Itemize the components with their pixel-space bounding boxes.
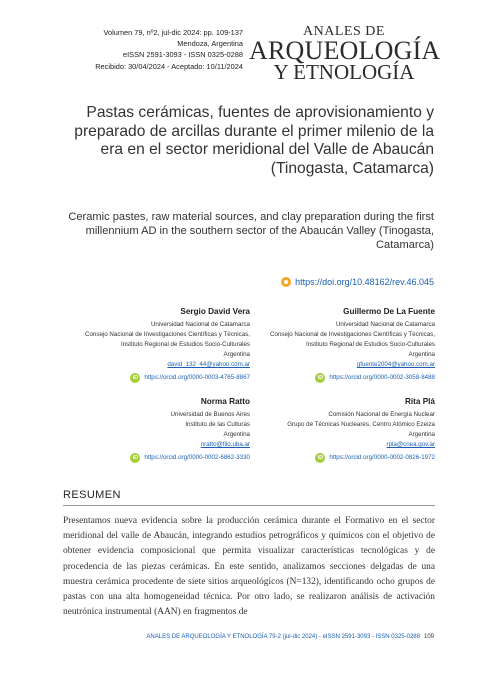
logo-line-3: Y ETNOLOGÍA	[273, 60, 415, 84]
orcid-link[interactable]	[250, 373, 435, 383]
doi-icon	[281, 277, 291, 287]
orcid-icon: iD	[315, 373, 325, 383]
orcid-link[interactable]	[65, 453, 250, 463]
doi-text[interactable]: https://doi.org/10.48162/rev.46.045	[295, 277, 434, 287]
author-country: Argentina	[408, 431, 435, 438]
author-name: Guillermo De La Fuente	[343, 307, 435, 316]
logo-line-1: ANALES DE	[303, 24, 385, 39]
page-number: 109	[423, 634, 434, 640]
orcid-url[interactable]: https://orcid.org/0000-0002-0826-1972	[329, 454, 435, 461]
author-affiliation: Universidad Nacional de Catamarca	[150, 321, 250, 328]
author-affiliation: Consejo Nacional de Investigaciones Científicas y Técnicas,	[270, 331, 435, 338]
author-email[interactable]: rpla@cnea.gov.ar	[386, 441, 435, 448]
volume-info: Volumen 79, nº2, jul-dic 2024: pp. 109-137	[103, 28, 243, 37]
dates-info: Recibido: 30/04/2024 - Aceptado: 10/11/2024	[95, 61, 243, 71]
author-card	[250, 396, 435, 463]
author-affiliation: Comisión Nacional de Energía Nuclear	[328, 411, 435, 418]
journal-logo	[249, 25, 439, 83]
orcid-icon: iD	[130, 453, 140, 463]
footer-journal-info: ANALES DE ARQUEOLOGÍA Y ETNOLOGÍA 79-2 (jul-dic 2024) - eISSN 2591-3093 - ISSN 0325-0288	[146, 634, 420, 640]
article-title-spanish: Pastas cerámicas, fuentes de aprovisionamiento y preparado de arcillas durante el primer milenio de la era en el sector meridional del Valle de Abaucán (Tinogasta, Catamarca)	[74, 104, 434, 177]
author-affiliation: Instituto Regional de Estudios Socio-Culturales	[121, 341, 250, 348]
orcid-icon: iD	[315, 453, 325, 463]
author-affiliation: Grupo de Técnicas Nucleares, Centro Atómico Ezeiza	[287, 421, 435, 428]
doi-link[interactable]	[281, 277, 434, 287]
author-name: Rita Plá	[404, 397, 435, 406]
orcid-url[interactable]: https://orcid.org/0000-0003-4765-8867	[144, 374, 250, 381]
abstract-heading: RESUMEN	[63, 489, 121, 501]
journal-metadata	[60, 27, 243, 72]
author-affiliation: Universidad de Buenos Aires	[170, 411, 250, 418]
logo-line-2: ARQUEOLOGÍA	[249, 36, 441, 65]
article-title-english: Ceramic pastes, raw material sources, and clay preparation during the first millennium AD in the southern sector of the Abaucán Valley (Tinogasta, Catamarca)	[68, 211, 434, 252]
author-card	[250, 306, 435, 383]
author-email[interactable]: david_132_44@yahoo.com.ar	[167, 361, 250, 368]
orcid-icon: iD	[130, 373, 140, 383]
orcid-link[interactable]	[65, 373, 250, 383]
section-divider	[63, 505, 435, 506]
location-info: Mendoza, Argentina	[177, 39, 243, 49]
orcid-link[interactable]	[250, 453, 435, 463]
author-affiliation: Instituto de las Culturas	[185, 421, 250, 428]
page-footer	[146, 634, 434, 640]
author-name: Sergio David Vera	[180, 307, 250, 316]
author-card	[65, 306, 250, 383]
author-country: Argentina	[408, 351, 435, 358]
orcid-url[interactable]: https://orcid.org/0000-0002-3058-8488	[329, 374, 435, 381]
author-card	[65, 396, 250, 463]
orcid-url[interactable]: https://orcid.org/0000-0002-6862-3330	[144, 454, 250, 461]
author-email[interactable]: nratto@filo.uba.ar	[200, 441, 250, 448]
author-affiliation: Instituto Regional de Estudios Socio-Culturales	[306, 341, 435, 348]
author-affiliation: Universidad Nacional de Catamarca	[335, 321, 435, 328]
author-country: Argentina	[223, 431, 250, 438]
author-email[interactable]: gfuente2004@yahoo.com.ar	[356, 361, 435, 368]
author-affiliation: Consejo Nacional de Investigaciones Científicas y Técnicas,	[85, 331, 250, 338]
author-name: Norma Ratto	[200, 397, 250, 406]
issn-info: eISSN 2591-3093 - ISSN 0325-0288	[123, 50, 243, 60]
author-country: Argentina	[223, 351, 250, 358]
abstract-text: Presentamos nueva evidencia sobre la producción cerámica durante el Formativo en el sector meridional del valle de Abaucán, integrando estudios petrográficos y químicos con el objetivo de obtener evidencia composicional que permita visualizar características tecnológicas y de procedencia de las piezas cerámicas. En este sentido, analizamos secciones delgadas de una muestra cerámica procedente de siete sitios arqueológicos (N=132), identificando ocho grupos de pastas con una alta homogeneidad técnica. Por otro lado, se realizaron análisis de activación neutrónica instrumental (AAN) en fragmentos de	[63, 516, 435, 618]
